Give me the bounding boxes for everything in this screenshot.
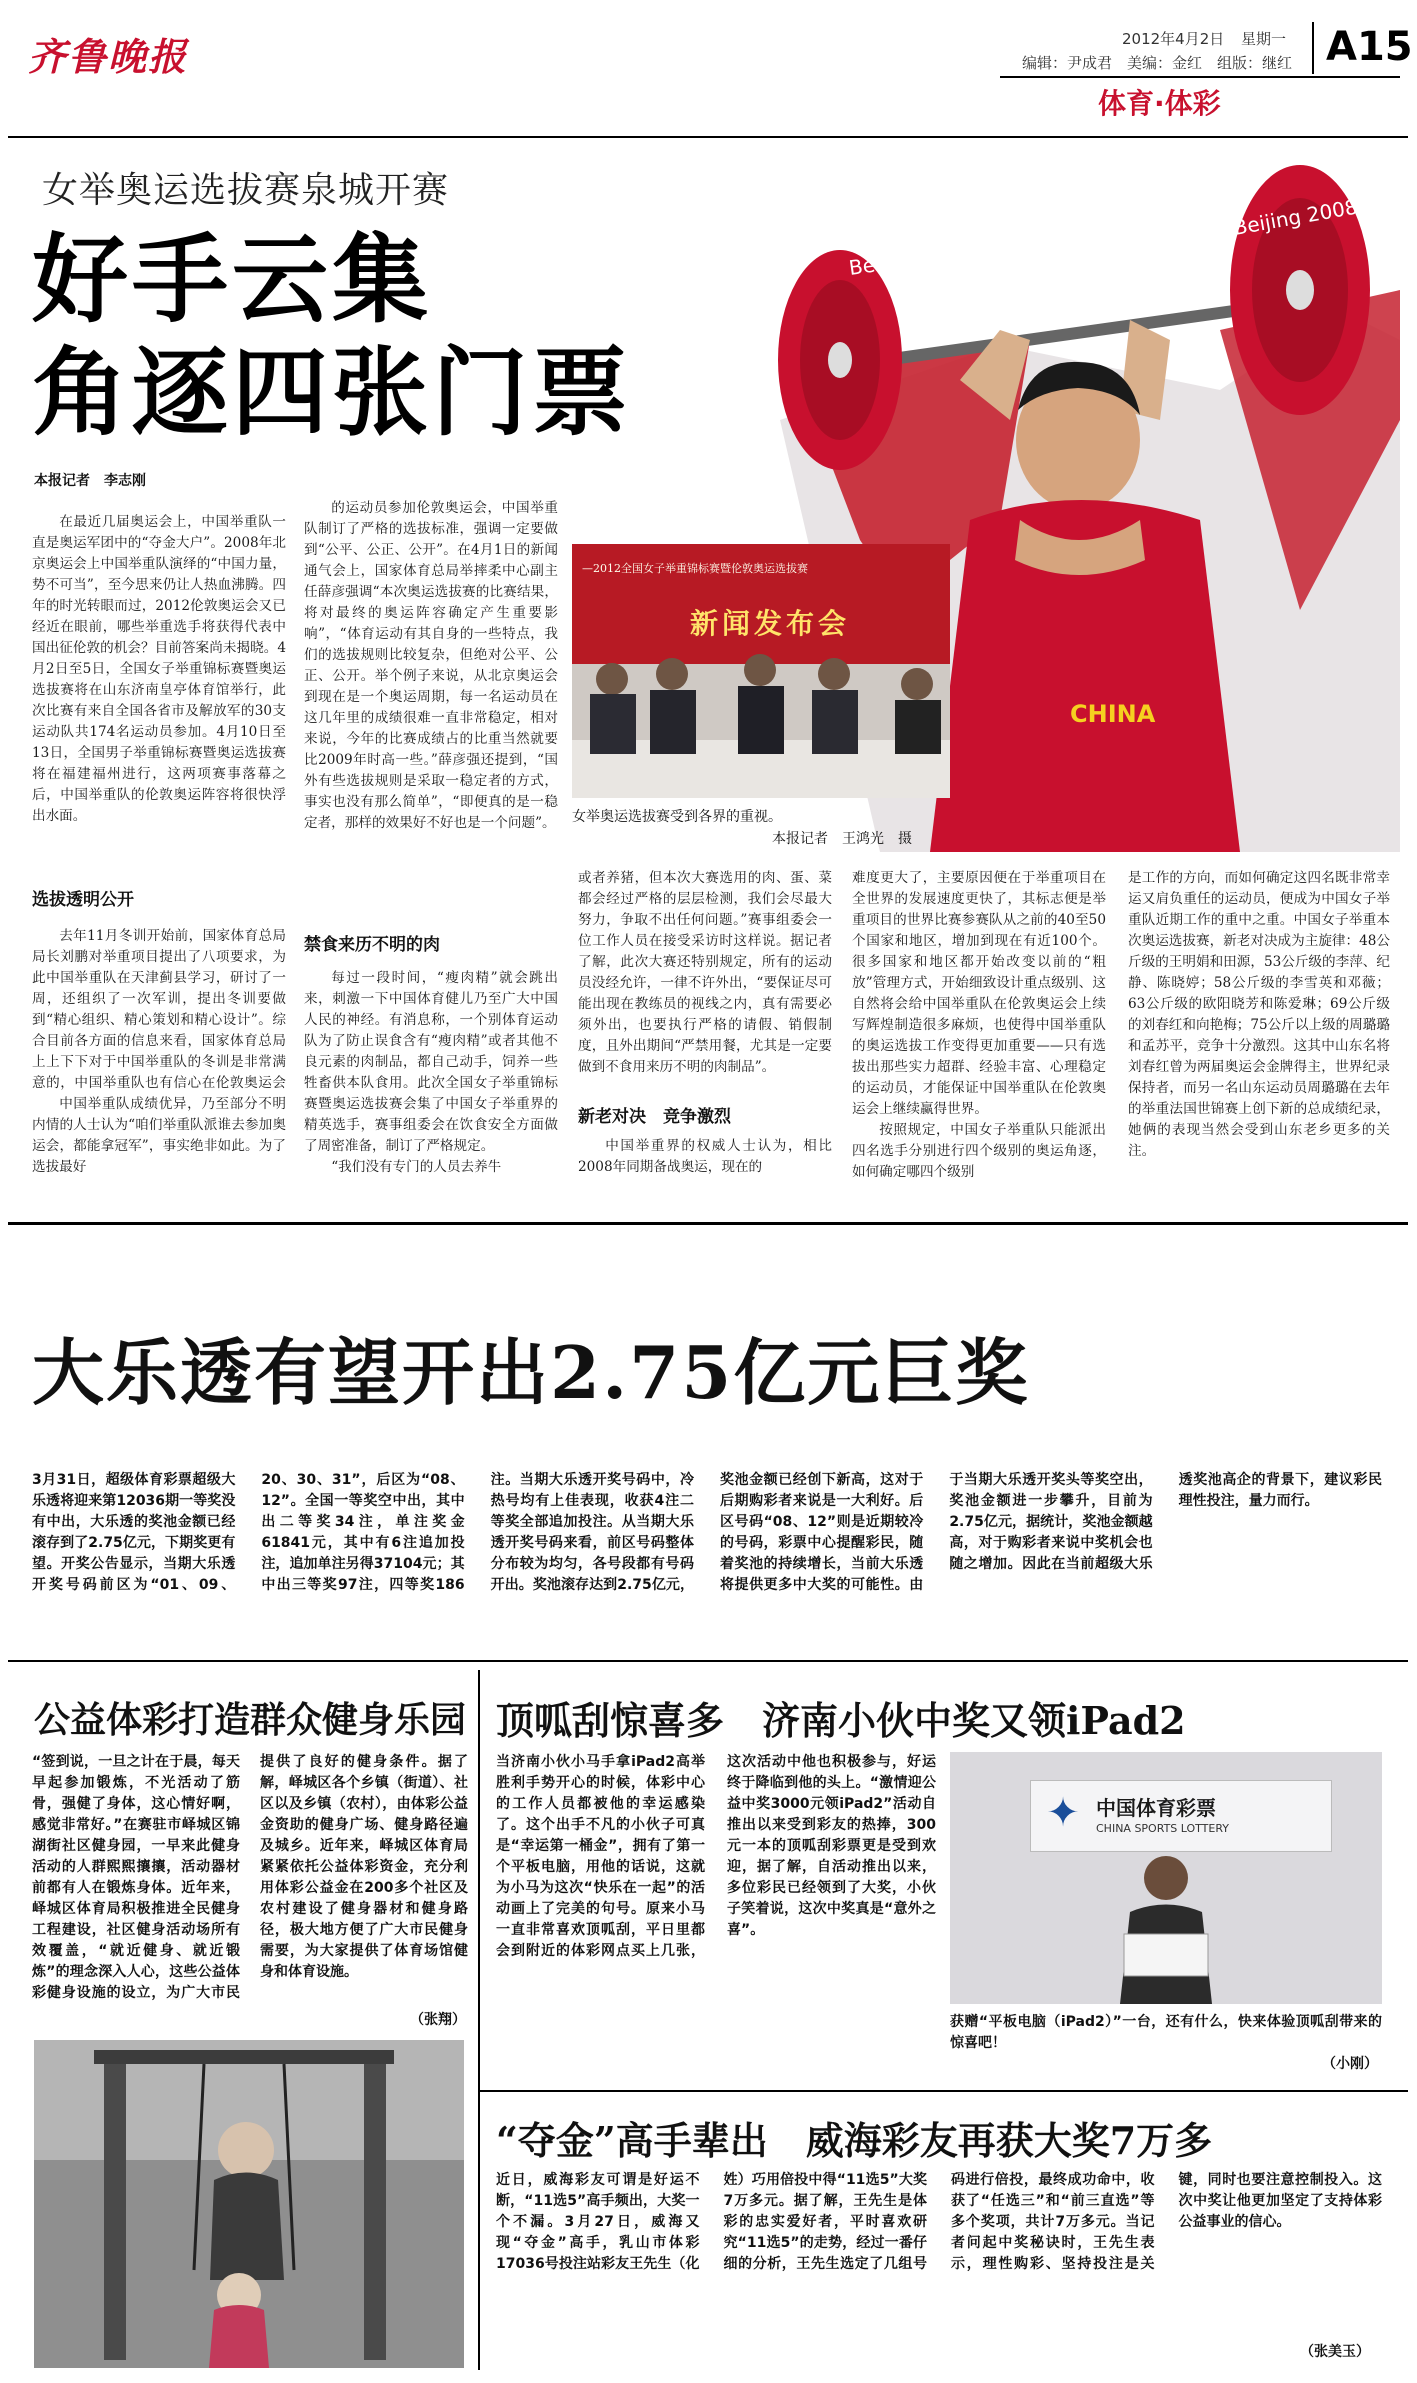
page-number: A15 xyxy=(1326,24,1413,70)
lead-subhead-3: 新老对决 竞争激烈 xyxy=(578,1107,731,1127)
lottery-body: 3月31日，超级体育彩票超级大乐透将迎来第12036期一等奖没有中出，大乐透的奖池金额已经滚存到了2.75亿元，下期奖更有望。开奖公告显示，当期大乐透开奖号码前区为“01、09、20、30、31”，后区为“08、12”。全国一等奖空中出，其中出二等奖34注，单注奖金61841元，其中有6注追加投注，追加单注另得37104元；其中出三等奖97注，四等奖186注。当期大乐透开奖号码中，冷热号均有上佳表现，收获4注二等奖全部追加投注。从当期大乐透开奖号码来看，前区号码整体分布较为均匀，各号段都有号码开出。奖池滚存达到2.75亿元，奖池金额已经创下新高，这对于后期购彩者来说是一大利好。后区号码“08、12”则是近期较冷的号码，彩票中心提醒彩民，随着奖池的持续增长，当前大乐透将提供更多中大奖的可能性。由于当期大乐透开奖头等奖空出，奖池金额进一步攀升，目前为2.75亿元，据统计，奖池金额越高，对于购彩者来说中奖机会也随之增加。因此在当前超级大乐透奖池高企的背景下，建议彩民理性投注，量力而行。 xyxy=(32,1472,1382,1593)
lead-col1-para1: 在最近几届奥运会上，中国举重队一直是奥运军团中的“夺金大户”。2008年北京奥运会上中国举重队演绎的“中国力量，势不可当”，至今思来仍让人热血沸腾。四年的时光转眼而过，2012伦敦奥运会又已经近在眼前，哪些举重选手将获得代表中国出征伦敦的机会？目前答案尚未揭晓。4月2日至5日，全国女子举重锦标赛暨奥运选拔赛将在山东济南皇亭体育馆举行，此次比赛有来自全国各省市及解放军的30支运动队共174名运动员参加。4月10日至13日，全国男子举重锦标赛暨奥运选拔赛将在福建福州进行，这两项赛事落幕之后，中国举重队的伦敦奥运阵容将很快浮出水面。 xyxy=(32,514,286,824)
lead-col2-para3: “我们没有专门的人员去养牛 xyxy=(331,1159,502,1175)
press-photo-credit: 本报记者 王鸿光 摄 xyxy=(772,831,912,847)
lead-bottom-rule xyxy=(8,1222,1408,1225)
plate-logo-right: Beijing 2008 xyxy=(1231,194,1360,240)
date-text: 2012年4月2日 xyxy=(1122,30,1225,48)
left-plates xyxy=(778,250,902,470)
press-photo-caption: 女举奥运选拔赛受到各界的重视。 xyxy=(572,809,782,825)
lead-col5-para1: 是工作的方向，而如何确定这四名既非常幸运又肩负重任的运动员，便成为中国女子举重队近期工作的重中之重。中国女子举重本次奥运选拔赛，新老对决成为主旋律：48公斤级的王明娟和田源，53公斤级的李萍、纪静、陈晓婷；58公斤级的李雪英和邓薇；63公斤级的欧阳晓芳和陈爱琳；69公斤级的刘春红和向艳梅；75公斤以上级的周璐璐和孟苏平，竞争十分激烈。这其中山东名将刘春红曾为两届奥运会金牌得主，世界纪录保持者，而另一名山东运动员周璐璐在去年的举重法国世锦赛上创下新的总成绩纪录，她俩的表现当然会受到山东老乡更多的关注。 xyxy=(1128,870,1390,1159)
weihai-note: （张美玉） xyxy=(1300,2344,1370,2360)
lottery-sign-text-en: CHINA SPORTS LOTTERY xyxy=(1096,1822,1230,1835)
press-banner-title: 新闻发布会 xyxy=(690,607,851,640)
section-title: 体育·体彩 xyxy=(1098,87,1221,120)
paper-name: 齐鲁晚报 xyxy=(28,34,189,79)
lead-kicker: 女举奥运选拔赛泉城开赛 xyxy=(42,170,450,211)
lottery-sign-logo: ✦ xyxy=(1046,1790,1080,1836)
lead-headline-line1: 好手云集 xyxy=(32,224,432,336)
masthead-rule xyxy=(1000,76,1400,78)
jersey-text: CHINA xyxy=(1070,700,1156,728)
press-banner-subtitle: —2012全国女子举重锦标赛暨伦敦奥运选拔赛 xyxy=(582,562,808,575)
lead-col4-para2: 按照规定，中国女子举重队只能派出四名选手分别进行四个级别的奥运角逐，如何确定哪四个级别 xyxy=(852,1122,1106,1180)
lottery-sign-text-cn: 中国体育彩票 xyxy=(1096,1796,1216,1820)
lead-col3-para1: 或者养猪，但本次大赛选用的肉、蛋、菜都会经过严格的层层检测，我们会尽最大努力，争取不出任何问题。”赛事组委会一位工作人员在接受采访时这样说。据记者了解，此次大赛还特别规定，所有的运动员没经允许，一律不许外出，“要保证尽可能出现在教练员的视线之内，真有需要必须外出，也要执行严格的请假、销假制度，且外出期间“严禁用餐，尤其是一定要做到不食用来历不明的肉制品”。 xyxy=(578,870,832,1075)
playground-photo xyxy=(34,2040,464,2368)
lead-col3-para2: 中国举重界的权威人士认为，相比2008年同期备战奥运，现在的 xyxy=(578,1138,832,1175)
lead-subhead-1: 选拔透明公开 xyxy=(32,890,134,910)
ipad-body: 当济南小伙小马手拿iPad2高举胜利手势开心的时候，体彩中心的工作人员都被他的幸运感染了。这个出手不凡的小伙子可真是“幸运第一桶金”，拥有了第一个平板电脑，用他的话说，这就为小马为这次“快乐在一起”的活动画上了完美的句号。原来小马一直非常喜欢顶呱刮，平日里都会到附近的体彩网点买上几张，这次活动中他也积极参与，好运终于降临到他的头上。“激情迎公益中奖3000元领iPad2”活动自推出以来受到彩友的热捧，300元一本的顶呱刮彩票更是受到欢迎，据了解，自活动推出以来，多位彩民已经领到了大奖，小伙子笑着说，这次中奖真是“意外之喜”。 xyxy=(496,1754,936,1959)
lead-col2-para1: 的运动员参加伦敦奥运会，中国举重队制订了严格的选拔标准，强调一定要做到“公平、公正、公开”。在4月1日的新闻通气会上，国家体育总局举摔柔中心副主任薛彦强调“本次奥运选拔赛的比赛结果，将对最终的奥运阵容确定产生重要影响”，“体育运动有其自身的一些特点，我们的选拔规则比较复杂，但绝对公平、公正、公开。举个例子来说，从北京奥运会到现在是一个奥运周期，每一名运动员在这几年里的成绩很难一直非常稳定，相对来说，今年的比赛成绩占的比重当然就要比2009年时高一些。”薛彦强还提到，“国外有些选拔规则是采取一稳定者的方式，事实也没有那么简单”，“即便真的是一稳定者，那样的效果好不好也是一个问题”。 xyxy=(304,500,558,831)
press-people xyxy=(572,644,950,764)
lead-col2-para2: 每过一段时间，“瘦肉精”就会跳出来，刺激一下中国体育健儿乃至广大中国人民的神经。有消息称，一个别体育运动队为了防止误食含有“瘦肉精”或者其他不良元素的肉制品，都自己动手，饲养一些牲畜供本队食用。此次全国女子举重锦标赛暨奥运选拔赛会集了中国女子举重界的精英选手，赛事组委会在饮食安全方面做了周密准备，制订了严格规定。 xyxy=(304,970,558,1154)
weihai-headline: “夺金”高手辈出 威海彩友再获大奖7万多 xyxy=(496,2118,1213,2163)
masthead xyxy=(0,0,1417,120)
plate-logo-left: Beijing 2008 xyxy=(847,238,975,280)
issue-date xyxy=(1122,28,1286,49)
lead-col1-para3: 中国举重队成绩优异，乃至部分不明内情的人士认为“咱们举重队派谁去参加奥运会，都能拿冠军”，事实绝非如此。为了选拔最好 xyxy=(32,1096,286,1175)
weekday-text: 星期一 xyxy=(1241,30,1287,48)
press-conference-photo xyxy=(572,544,950,798)
masthead-divider-v xyxy=(1312,22,1314,74)
ipad-bottom-rule xyxy=(480,2090,1408,2092)
editors-credit: 编辑：尹成君 美编：金红 组版：继红 xyxy=(1022,54,1293,72)
ipad-headline: 顶呱刮惊喜多 济南小伙中奖又领iPad2 xyxy=(496,1698,1186,1743)
fitness-divider-v xyxy=(478,1670,480,2370)
fitness-note: （张翔） xyxy=(410,2012,466,2028)
lead-byline: 本报记者 李志刚 xyxy=(34,473,146,489)
ipad-body-tail: 获赠“平板电脑（iPad2）”一台，还有什么，快来体验顶呱刮带来的惊喜吧！ xyxy=(950,2014,1382,2051)
lead-col1-para2: 去年11月冬训开始前，国家体育总局局长刘鹏对举重项目提出了八项要求，为此中国举重队在天津蓟县学习，研讨了一周，还组织了一次军训，提出冬训要做到“精心组织、精心策划和精心设计”。综合目前各方面的信息来看，国家体育总局上上下下对于中国举重队的冬训是非常满意的，中国举重队也有信心在伦敦奥运会 xyxy=(32,928,286,1091)
playground-illustration xyxy=(34,2040,464,2368)
ipad-note: （小刚） xyxy=(1322,2056,1378,2072)
lead-headline-line2: 角逐四张门票 xyxy=(32,337,632,449)
lottery-headline: 大乐透有望开出2.75亿元巨奖 xyxy=(32,1330,1030,1415)
lottery-bottom-rule xyxy=(8,1660,1408,1662)
top-border xyxy=(8,136,1408,138)
lead-subhead-2: 禁食来历不明的肉 xyxy=(304,935,440,955)
winner-figure xyxy=(950,1752,1382,2004)
ipad-winner-photo xyxy=(950,1752,1382,2004)
fitness-headline: 公益体彩打造群众健身乐园 xyxy=(34,1699,467,1741)
lead-col4-para1: 难度更大了，主要原因便在于举重项目在全世界的发展速度更快了，其标志便是举重项目的世界比赛参赛队从之前的40至50个国家和地区，增加到现在有近100个。很多国家和地区都开始改变以前的“粗放”管理方式，开始细致设计重点级别、这自然将会给中国举重队在伦敦奥运会上续写辉煌制造很多麻烦，也使得中国举重队的奥运选拔工作变得更加重要——只有选拔出那些实力超群、经验丰富、心理稳定的运动员，才能保证中国举重队在伦敦奥运会上继续赢得世界。 xyxy=(852,870,1106,1117)
fitness-body: “签到说，一旦之计在于晨，每天早起参加锻炼，不光活动了筋骨，强健了身体，这心情好啊，感觉非常好。”在赛驻市峄城区锦湖街社区健身园，一早来此健身活动的人群熙熙攘攘，活动器材前都有人在锻炼身体。近年来，峄城区体育局积极推进全民健身工程建设，社区健身活动场所有效覆盖，“就近健身、就近锻炼”的理念深入人心，这些公益体彩健身设施的设立，为广大市民提供了良好的健身条件。据了解，峄城区各个乡镇（街道）、社区以及乡镇（农村），由体彩公益金资助的健身广场、健身路径遍及城乡。近年来，峄城区体育局紧紧依托公益体彩资金，充分利用体彩公益金在200多个社区及农村建设了健身器材和健身路径，极大地方便了广大市民健身需要，为大家提供了体育场馆健身和体育设施。 xyxy=(32,1754,468,2001)
weihai-body: 近日，威海彩友可谓是好运不断，“11选5”高手频出，大奖一个不漏。3月27日，威海又现“夺金”高手，乳山市体彩17036号投注站彩友王先生（化姓）巧用倍投中得“11选5”大奖7万多元。据了解，王先生是体彩的忠实爱好者，平时喜欢研究“11选5”的走势，经过一番仔细的分析，王先生选定了几组号码进行倍投，最终成功命中，收获了“任选三”和“前三直选”等多个奖项，共计7万多元。当记者问起中奖秘诀时，王先生表示，理性购彩、坚持投注是关键，同时也要注意控制投入。这次中奖让他更加坚定了支持体彩公益事业的信心。 xyxy=(496,2172,1382,2272)
